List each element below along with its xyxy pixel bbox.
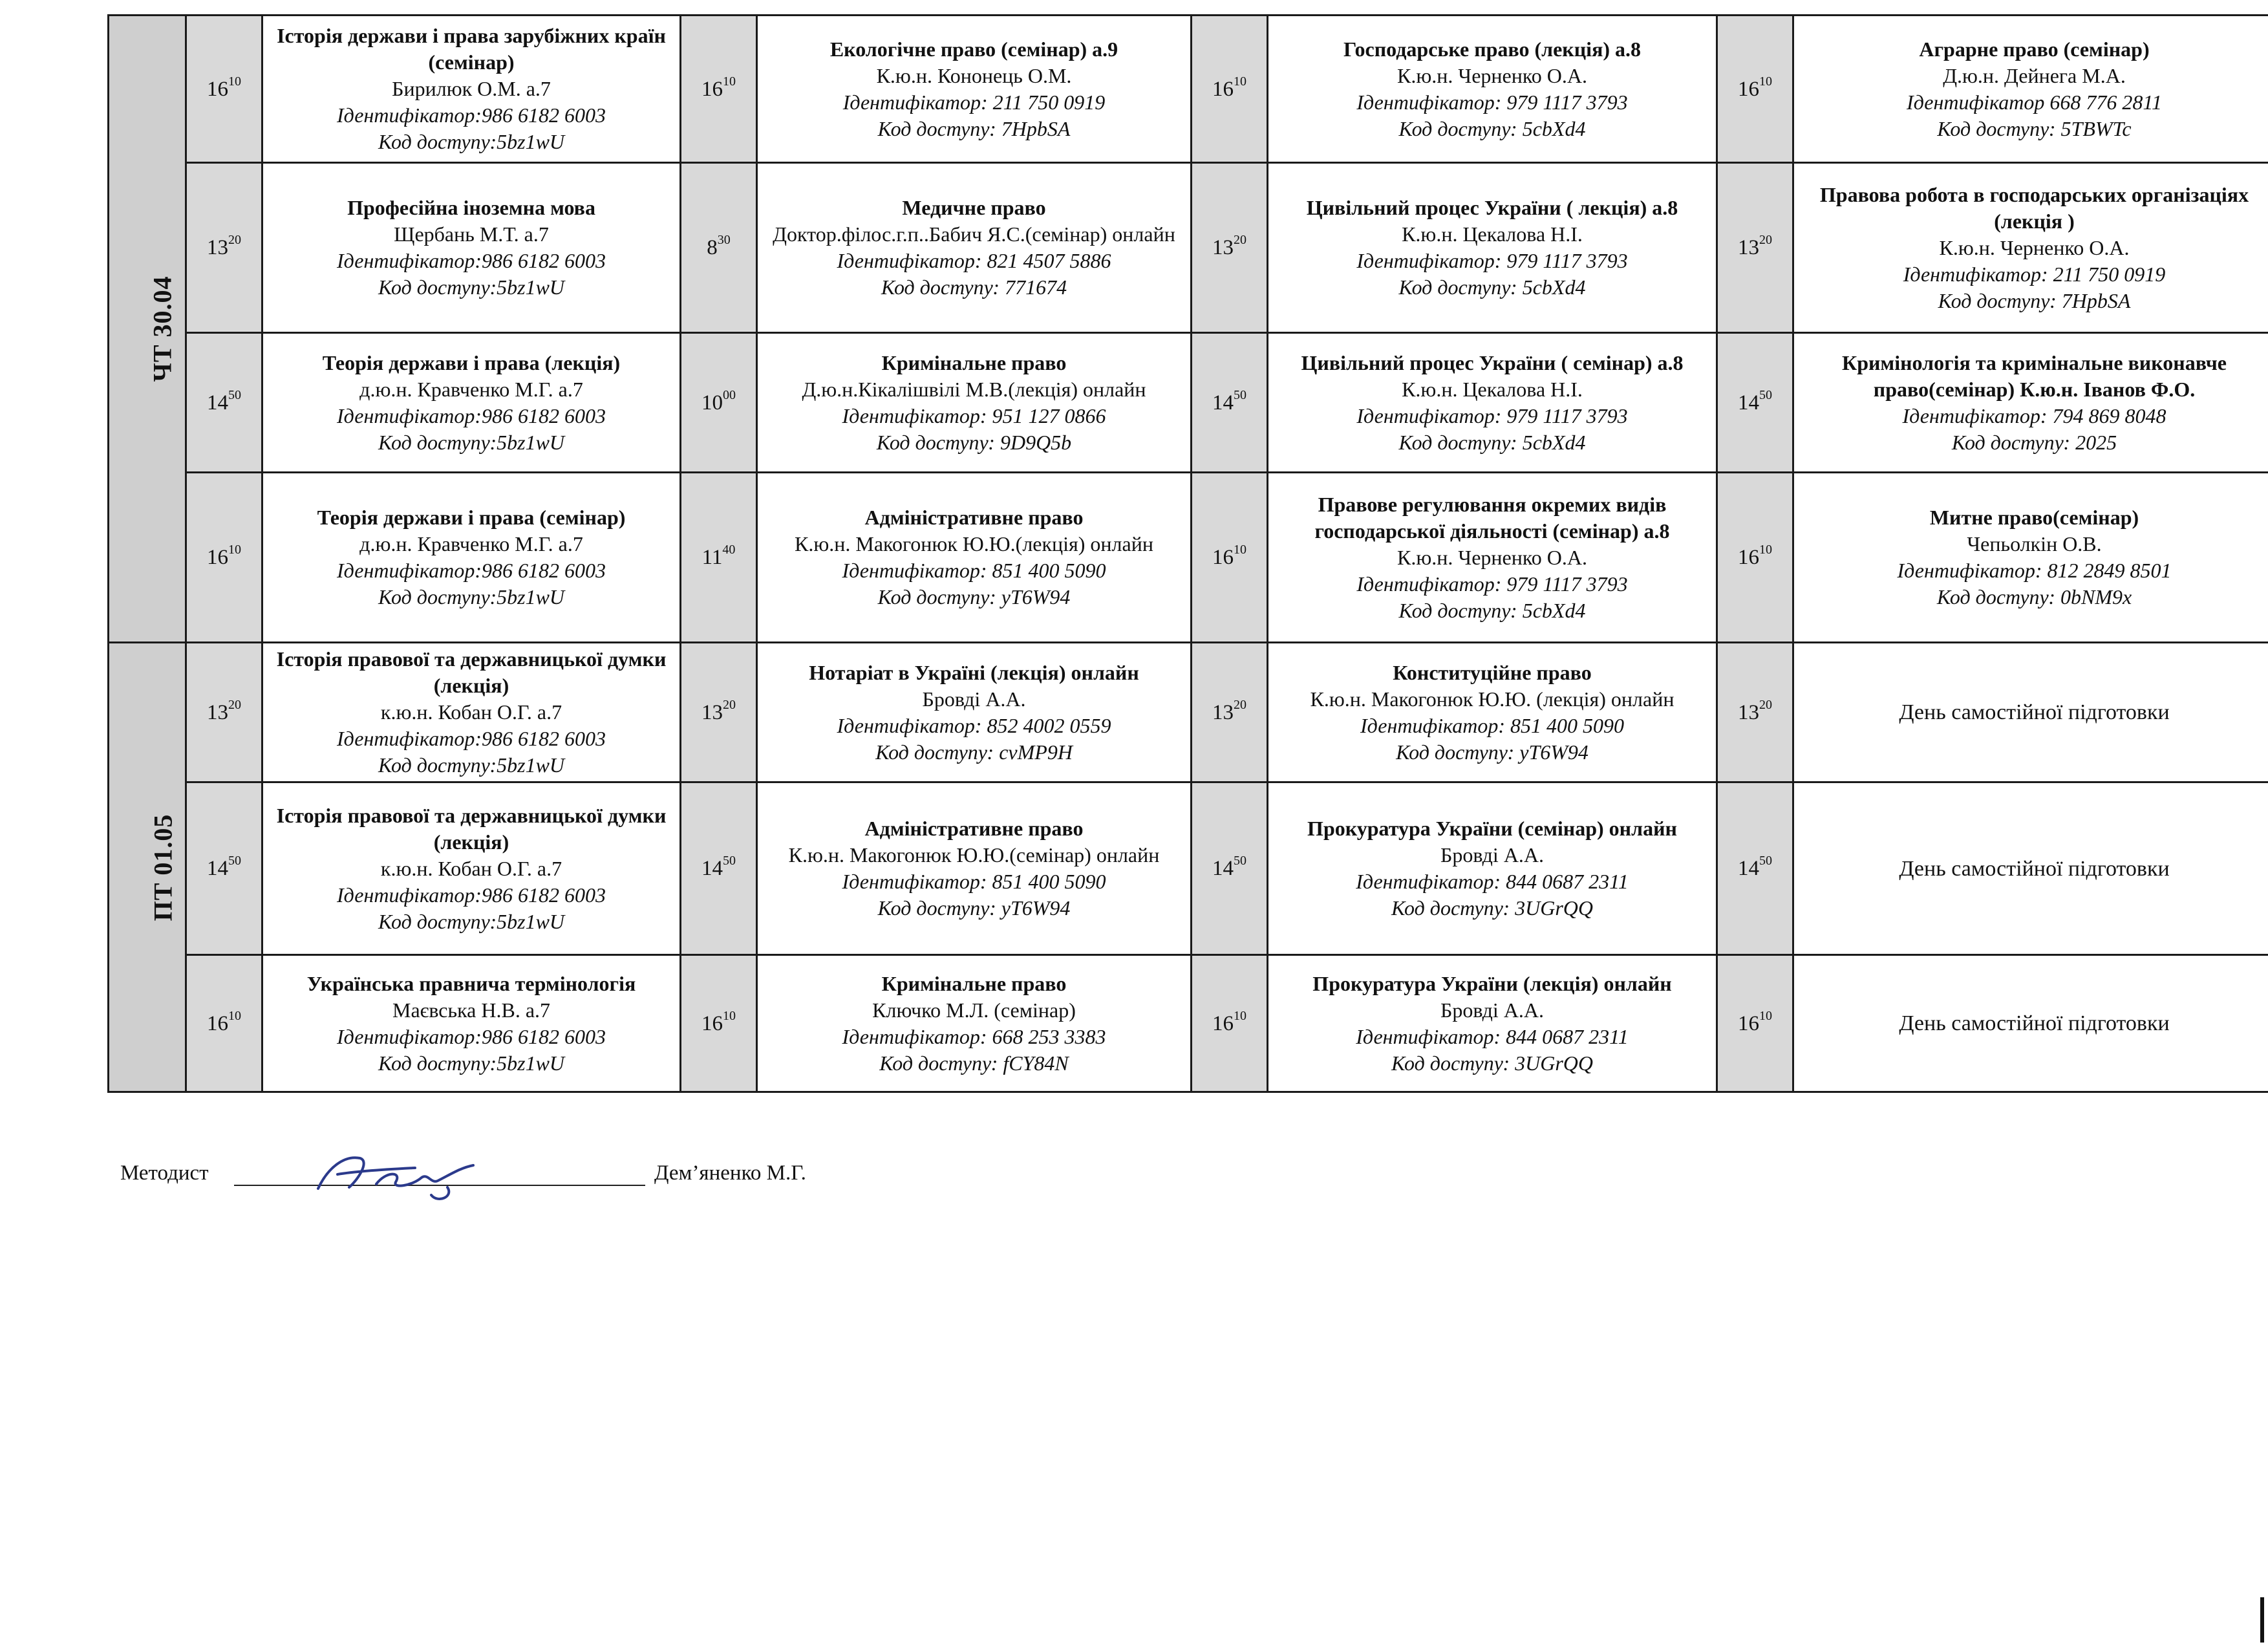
meeting-id: Ідентифікатор: 844 0687 2311 (1356, 1024, 1629, 1048)
subject-cell (1793, 16, 2268, 163)
time-cell (681, 782, 757, 955)
time-cell (186, 163, 262, 333)
time-cell (1192, 333, 1268, 473)
schedule-row (109, 782, 2268, 955)
time-cell (1192, 473, 1268, 643)
time-cell (1717, 643, 1793, 782)
teacher-line: к.ю.н. Кобан О.Г. а.7 (380, 856, 562, 880)
time-minutes: 10 (228, 74, 241, 89)
subject-title: Екологічне право (семінар) а.9 (829, 37, 1118, 61)
time-hour: 16 (1212, 77, 1234, 101)
day-label: ПТ 01.05 (148, 814, 178, 921)
subject-title: Митне право(семінар) (1929, 506, 2139, 530)
time-hour: 11 (701, 546, 723, 570)
access-code: Код доступу: 771674 (881, 275, 1067, 299)
teacher-line: К.ю.н. Макогонюк Ю.Ю.(лекція) онлайн (795, 532, 1153, 556)
time-minutes: 30 (717, 233, 731, 248)
handwritten-signature (299, 1148, 512, 1207)
day-label: ЧТ 30.04 (147, 275, 177, 382)
self-study-label: День самостійної підготовки (1899, 700, 2170, 725)
teacher-line: К.ю.н. Черненко О.А. (1397, 63, 1587, 87)
subject-title: Теорія держави і права (семінар) (317, 506, 626, 530)
signature-label: Методист (120, 1161, 209, 1185)
schedule-row (109, 955, 2268, 1092)
time-minutes: 20 (1234, 697, 1246, 712)
subject-title: Аграрне право (семінар) (1919, 37, 2150, 61)
meeting-id: Ідентифікатор: 979 1117 3793 (1356, 404, 1628, 427)
access-code: Код доступу: yT6W94 (877, 585, 1071, 609)
time-cell (1717, 333, 1793, 473)
subject-cell (262, 782, 681, 955)
meeting-id: Ідентифікатор:986 6182 6003 (337, 103, 606, 127)
teacher-line: Ключко М.Л. (семінар) (872, 998, 1076, 1022)
teacher-line: д.ю.н. Кравченко М.Г. а.7 (359, 532, 583, 556)
subject-title: Адміністративне право (864, 506, 1084, 530)
day-cell (109, 16, 186, 643)
time-minutes: 50 (1234, 387, 1246, 402)
subject-title: Нотаріат в Україні (лекція) онлайн (809, 660, 1139, 684)
meeting-id: Ідентифікатор: 668 253 3383 (842, 1024, 1106, 1048)
access-code: Код доступу: 7HpbSA (1938, 288, 2131, 312)
subject-cell (1793, 163, 2268, 333)
time-cell (1192, 163, 1268, 333)
subject-cell (1268, 163, 1717, 333)
time-cell (1717, 163, 1793, 333)
time-cell (1192, 643, 1268, 782)
time-hour: 13 (1738, 236, 1759, 260)
subject-cell (1268, 643, 1717, 782)
time-hour: 16 (207, 1011, 228, 1035)
time-hour: 13 (701, 700, 723, 724)
time-minutes: 40 (722, 543, 736, 557)
teacher-line: Щербань М.Т. а.7 (394, 222, 549, 246)
time-cell (186, 333, 262, 473)
subject-cell (1268, 333, 1717, 473)
access-code: Код доступу: 5TBWTc (1937, 116, 2132, 140)
time-minutes: 20 (228, 233, 241, 248)
schedule-row (109, 16, 2268, 163)
schedule-table (107, 14, 2268, 1093)
time-hour: 14 (701, 857, 723, 881)
time-minutes: 50 (1234, 854, 1246, 868)
teacher-line: Бровді А.А. (1440, 843, 1545, 867)
subject-cell (1793, 473, 2268, 643)
time-hour: 16 (1212, 546, 1234, 570)
time-cell (1717, 955, 1793, 1092)
subject-cell (1268, 955, 1717, 1092)
subject-title: Історія правової та державницької думки (лекція) (276, 803, 667, 854)
subject-cell (262, 333, 681, 473)
scan-edge-mark (2260, 1597, 2264, 1643)
time-cell (186, 643, 262, 782)
subject-title: Кримінальне право (881, 350, 1067, 374)
subject-cell (757, 782, 1192, 955)
subject-cell (1268, 473, 1717, 643)
meeting-id: Ідентифікатор 668 776 2811 (1907, 90, 2162, 114)
time-hour: 8 (707, 236, 718, 260)
access-code: Код доступу: 7HpbSA (877, 116, 1071, 140)
time-hour: 16 (207, 77, 228, 101)
time-minutes: 20 (723, 697, 736, 712)
time-cell (681, 643, 757, 782)
time-hour: 10 (701, 391, 723, 415)
meeting-id: Ідентифікатор:986 6182 6003 (337, 559, 606, 583)
access-code: Код доступу: 5cbXd4 (1398, 116, 1586, 140)
subject-cell (757, 163, 1192, 333)
subject-cell (757, 333, 1192, 473)
meeting-id: Ідентифікатор:986 6182 6003 (337, 727, 606, 751)
subject-title: Історія правової та державницької думки (лекція) (276, 647, 667, 698)
time-hour: 13 (1212, 700, 1234, 724)
subject-title: Прокуратура України (лекція) онлайн (1312, 971, 1672, 995)
subject-cell (1793, 333, 2268, 473)
time-hour: 13 (1212, 236, 1234, 260)
subject-cell (757, 473, 1192, 643)
access-code: Код доступу: 5cbXd4 (1398, 275, 1586, 299)
time-minutes: 10 (1759, 543, 1772, 557)
subject-title: Адміністративне право (864, 817, 1084, 841)
time-hour: 14 (1212, 857, 1234, 881)
time-minutes: 10 (228, 1008, 241, 1023)
teacher-line: Доктор.філос.г.п..Бабич Я.С.(семінар) онлайн (773, 222, 1175, 246)
meeting-id: Ідентифікатор: 979 1117 3793 (1356, 572, 1628, 596)
time-minutes: 50 (228, 854, 241, 868)
access-code: Код доступу:5bz1wU (378, 430, 565, 454)
self-study-label: День самостійної підготовки (1899, 856, 2170, 881)
teacher-line: Бровді А.А. (1440, 998, 1545, 1022)
meeting-id: Ідентифікатор: 821 4507 5886 (837, 249, 1111, 273)
subject-cell (1793, 782, 2268, 955)
time-minutes: 10 (1234, 1008, 1246, 1023)
subject-title: Медичне право (902, 196, 1046, 220)
access-code: Код доступу:5bz1wU (378, 130, 565, 154)
meeting-id: Ідентифікатор: 852 4002 0559 (837, 713, 1111, 737)
access-code: Код доступу: yT6W94 (877, 896, 1071, 920)
access-code: Код доступу:5bz1wU (378, 909, 565, 933)
time-cell (1192, 782, 1268, 955)
time-cell (186, 473, 262, 643)
subject-cell (262, 163, 681, 333)
subject-cell (262, 473, 681, 643)
subject-cell (1793, 955, 2268, 1092)
time-cell (1717, 473, 1793, 643)
time-hour: 16 (701, 77, 723, 101)
subject-cell (262, 643, 681, 782)
subject-title: Теорія держави і права (лекція) (322, 350, 621, 374)
subject-title: Історія держави і права зарубіжних країн (семінар) (277, 24, 666, 74)
meeting-id: Ідентифікатор:986 6182 6003 (337, 1024, 606, 1048)
schedule-row (109, 333, 2268, 473)
time-hour: 13 (207, 236, 228, 260)
teacher-line: К.ю.н. Макогонюк Ю.Ю.(семінар) онлайн (788, 843, 1160, 867)
meeting-id: Ідентифікатор:986 6182 6003 (337, 249, 606, 273)
subject-title: Конституційне право (1393, 660, 1592, 684)
time-cell (186, 782, 262, 955)
teacher-line: К.ю.н. Черненко О.А. (1397, 545, 1587, 569)
time-minutes: 50 (723, 854, 736, 868)
subject-title: Правове регулювання окремих видів господарської діяльності (семінар) а.8 (1314, 492, 1670, 543)
time-cell (1192, 16, 1268, 163)
meeting-id: Ідентифікатор:986 6182 6003 (337, 404, 606, 427)
time-cell (681, 955, 757, 1092)
teacher-line: Д.ю.н. Дейнега М.А. (1943, 63, 2126, 87)
subject-title: Прокуратура України (семінар) онлайн (1307, 817, 1677, 841)
time-minutes: 50 (1759, 854, 1772, 868)
teacher-line: Чепьолкін О.В. (1967, 532, 2102, 556)
schedule-row (109, 163, 2268, 333)
teacher-line: К.ю.н. Цекалова Н.І. (1402, 377, 1583, 401)
access-code: Код доступу: 9D9Q5b (876, 430, 1072, 454)
time-hour: 16 (701, 1011, 723, 1035)
time-minutes: 50 (228, 387, 241, 402)
time-hour: 14 (1738, 391, 1759, 415)
time-cell (681, 16, 757, 163)
time-hour: 13 (1738, 700, 1759, 724)
time-cell (1717, 782, 1793, 955)
schedule-row (109, 473, 2268, 643)
access-code: Код доступу:5bz1wU (378, 275, 565, 299)
teacher-line: К.ю.н. Макогонюк Ю.Ю. (лекція) онлайн (1310, 687, 1674, 711)
meeting-id: Ідентифікатор: 851 400 5090 (842, 559, 1106, 583)
time-minutes: 10 (1234, 74, 1246, 89)
access-code: Код доступу: 5cbXd4 (1398, 598, 1586, 622)
time-cell (186, 955, 262, 1092)
subject-title: Кримінологія та кримінальне виконавче право(семінар) К.ю.н. Іванов Ф.О. (1841, 350, 2227, 401)
time-minutes: 10 (228, 543, 241, 557)
time-hour: 16 (1738, 546, 1759, 570)
access-code: Код доступу: 2025 (1951, 430, 2117, 454)
signature-block (120, 1148, 831, 1200)
access-code: Код доступу:5bz1wU (378, 1051, 565, 1075)
time-hour: 16 (1738, 77, 1759, 101)
time-hour: 16 (1738, 1011, 1759, 1035)
time-minutes: 20 (1234, 233, 1246, 248)
teacher-line: К.ю.н. Цекалова Н.І. (1402, 222, 1583, 246)
subject-cell (1268, 16, 1717, 163)
time-minutes: 20 (228, 697, 241, 712)
subject-title: Професійна іноземна мова (347, 196, 595, 220)
subject-title: Кримінальне право (881, 971, 1067, 995)
time-minutes: 10 (723, 74, 736, 89)
meeting-id: Ідентифікатор: 844 0687 2311 (1356, 870, 1629, 894)
subject-cell (1268, 782, 1717, 955)
time-hour: 13 (207, 700, 228, 724)
meeting-id: Ідентифікатор: 851 400 5090 (842, 870, 1106, 894)
schedule-body (109, 16, 2268, 1092)
time-cell (1717, 16, 1793, 163)
time-hour: 16 (207, 546, 228, 570)
time-minutes: 10 (1759, 74, 1772, 89)
access-code: Код доступу: 5cbXd4 (1398, 430, 1586, 454)
time-cell (681, 163, 757, 333)
subject-cell (757, 643, 1192, 782)
subject-title: Правова робота в господарських організаціях (лекція ) (1819, 182, 2249, 233)
teacher-line: д.ю.н. Кравченко М.Г. а.7 (359, 377, 583, 401)
teacher-line: Маєвська Н.В. а.7 (392, 998, 551, 1022)
meeting-id: Ідентифікатор: 211 750 0919 (842, 90, 1106, 114)
time-hour: 14 (1738, 857, 1759, 881)
self-study-label: День самостійної підготовки (1899, 1011, 2170, 1035)
time-cell (681, 333, 757, 473)
time-minutes: 10 (723, 1008, 736, 1023)
time-cell (186, 16, 262, 163)
time-minutes: 10 (1234, 543, 1246, 557)
time-minutes: 20 (1759, 233, 1772, 248)
time-minutes: 10 (1759, 1008, 1772, 1023)
subject-cell (757, 16, 1192, 163)
subject-title: Господарське право (лекція) а.8 (1343, 37, 1642, 61)
meeting-id: Ідентифікатор: 951 127 0866 (842, 404, 1106, 427)
access-code: Код доступу: yT6W94 (1396, 740, 1589, 764)
day-cell (109, 643, 186, 1092)
time-hour: 14 (207, 391, 228, 415)
access-code: Код доступу: 0bNM9x (1936, 585, 2132, 609)
meeting-id: Ідентифікатор: 794 869 8048 (1902, 404, 2166, 427)
teacher-line: Д.ю.н.Кікалішвілі М.В.(лекція) онлайн (802, 377, 1146, 401)
time-cell (681, 473, 757, 643)
meeting-id: Ідентифікатор: 979 1117 3793 (1356, 249, 1628, 273)
subject-cell (262, 955, 681, 1092)
meeting-id: Ідентифікатор: 979 1117 3793 (1356, 90, 1628, 114)
time-hour: 16 (1212, 1011, 1234, 1035)
teacher-line: Бровді А.А. (922, 687, 1026, 711)
access-code: Код доступу:5bz1wU (378, 585, 565, 609)
time-hour: 14 (207, 857, 228, 881)
subject-title: Цивільний процес України ( лекція) а.8 (1306, 196, 1678, 220)
meeting-id: Ідентифікатор: 812 2849 8501 (1897, 559, 2172, 583)
subject-cell (757, 955, 1192, 1092)
signatory-name: Дем’яненко М.Г. (654, 1161, 806, 1185)
schedule-row (109, 643, 2268, 782)
time-minutes: 50 (1759, 387, 1772, 402)
subject-title: Цивільний процес України ( семінар) а.8 (1301, 350, 1684, 374)
time-minutes: 00 (723, 387, 736, 402)
teacher-line: К.ю.н. Кононець О.М. (876, 63, 1072, 87)
subject-title: Українська правнича термінологія (306, 971, 636, 995)
access-code: Код доступу: 3UGrQQ (1391, 1051, 1594, 1075)
teacher-line: к.ю.н. Кобан О.Г. а.7 (380, 700, 562, 724)
teacher-line: Бирилюк О.М. а.7 (392, 77, 551, 101)
access-code: Код доступу: 3UGrQQ (1391, 896, 1594, 920)
meeting-id: Ідентифікатор:986 6182 6003 (337, 883, 606, 907)
subject-cell (262, 16, 681, 163)
meeting-id: Ідентифікатор: 851 400 5090 (1360, 713, 1624, 737)
time-hour: 14 (1212, 391, 1234, 415)
access-code: Код доступу:5bz1wU (378, 753, 565, 777)
subject-cell (1793, 643, 2268, 782)
time-minutes: 20 (1759, 697, 1772, 712)
time-cell (1192, 955, 1268, 1092)
access-code: Код доступу: cvMP9H (875, 740, 1073, 764)
access-code: Код доступу: fCY84N (879, 1051, 1069, 1075)
meeting-id: Ідентифікатор: 211 750 0919 (1903, 262, 2166, 286)
teacher-line: К.ю.н. Черненко О.А. (1939, 235, 2130, 259)
